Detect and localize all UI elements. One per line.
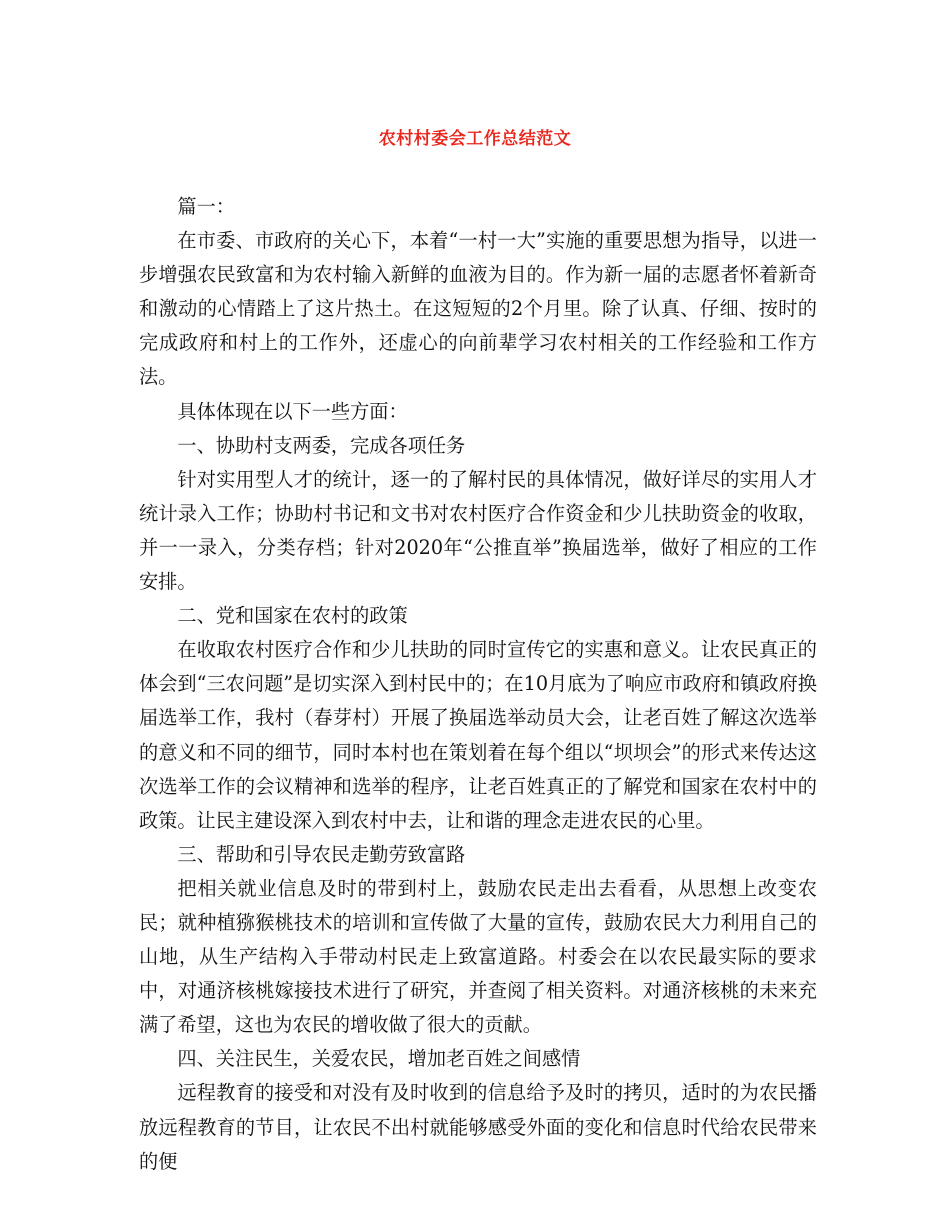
section-heading: 三、帮助和引导农民走勤劳致富路 xyxy=(177,842,466,866)
paragraph: 在市委、市政府的关心下，本着“一村一大”实施的重要思想为指导，以进一步增强农民致富和为农村输入新鲜的血液为目的。作为新一届的志愿者怀着新奇和激动的心情踏上了这片热土。在这短短的2个月里。除了认真、仔细、按时的完成政府和村上的工作外，还虚心的向前辈学习农村相关的工作经验和工作方法。 xyxy=(139,229,817,389)
section-label: 篇一： xyxy=(177,195,235,218)
section-heading: 二、党和国家在农村的政策 xyxy=(177,604,408,628)
document-body xyxy=(139,190,817,1179)
paragraph: 具体体现在以下一些方面： xyxy=(177,399,408,423)
paragraph: 把相关就业信息及时的带到村上，鼓励农民走出去看看，从思想上改变农民；就种植猕猴桃技术的培训和宣传做了大量的宣传，鼓励农民大力利用自己的山地，从生产结构入手带动村民走上致富道路。村委会在以农民最实际的要求中，对通济核桃嫁接技术进行了研究，并查阅了相关资料。对通济核桃的未来充满了希望，这也为农民的增收做了很大的贡献。 xyxy=(139,876,817,1037)
paragraph: 针对实用型人才的统计，逐一的了解村民的具体情况，做好详尽的实用人才统计录入工作；协助村书记和文书对农村医疗合作资金和少儿扶助资金的收取，并一一录入，分类存档；针对2020年“公推直举”换届选举，做好了相应的工作安排。 xyxy=(139,467,817,594)
section-heading: 一、协助村支两委，完成各项任务 xyxy=(177,433,466,457)
section-heading: 四、关注民生，关爱农民，增加老百姓之间感情 xyxy=(177,1047,581,1071)
document-title: 农村村委会工作总结范文 xyxy=(378,129,572,149)
paragraph: 在收取农村医疗合作和少儿扶助的同时宣传它的实惠和意义。让农民真正的体会到“三农问题”是切实深入到村民中的；在10月底为了响应市政府和镇政府换届选举工作，我村（春芽村）开展了换届选举动员大会，让老百姓了解这次选举的意义和不同的细节，同时本村也在策划着在每个组以“坝坝会”的形式来传达这次选举工作的会议精神和选举的程序，让老百姓真正的了解党和国家在农村中的政策。让民主建设深入到农村中去，让和谐的理念走进农民的心里。 xyxy=(139,638,817,832)
paragraph: 远程教育的接受和对没有及时收到的信息给予及时的拷贝，适时的为农民播放远程教育的节目，让农民不出村就能够感受外面的变化和信息时代给农民带来的便 xyxy=(139,1081,817,1173)
